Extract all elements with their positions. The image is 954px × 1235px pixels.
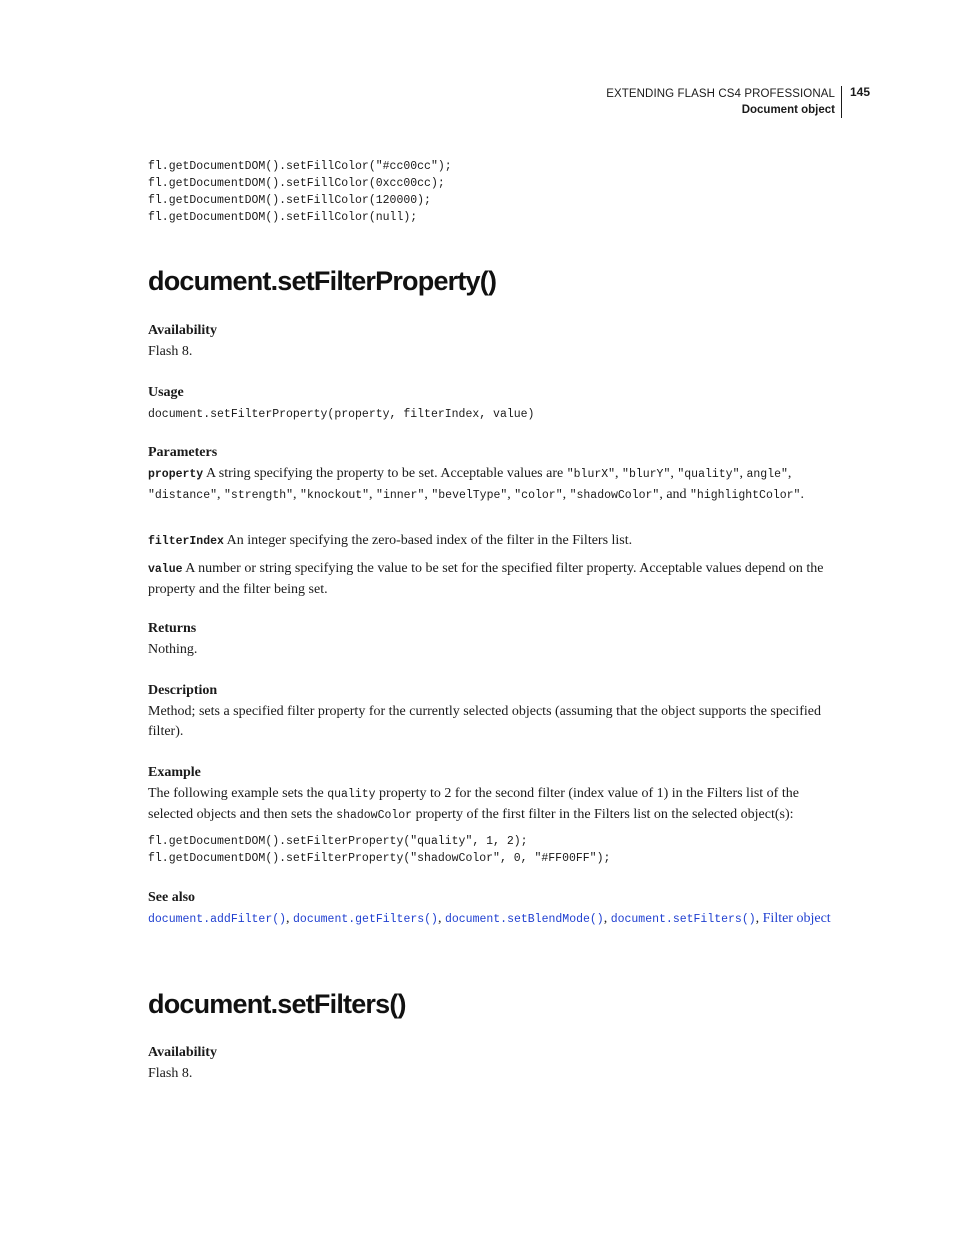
- usage-code: document.setFilterProperty(property, filterIndex, value): [148, 408, 535, 421]
- example-inline-code-shadowcolor: shadowColor: [336, 808, 413, 822]
- code-line: fl.getDocumentDOM().setFilterProperty("shadowColor", 0, "#FF00FF");: [148, 852, 611, 865]
- usage-heading: Usage: [148, 385, 184, 400]
- value-quality: "quality": [677, 468, 740, 481]
- description-heading: Description: [148, 683, 218, 698]
- parameters-heading: Parameters: [148, 445, 218, 460]
- set-filters-heading: document.setFilters(): [148, 989, 406, 1019]
- link-set-filters[interactable]: document.setFilters(): [610, 913, 756, 926]
- see-also-links: document.addFilter(), document.getFilters(), document.setBlendMode(), document.setFilters(), Filter object: [148, 911, 831, 926]
- and-text: , and: [659, 486, 687, 502]
- param-value-name: value: [148, 563, 183, 576]
- description-text: Method; sets a specified filter property for the currently selected objects (assuming that the object supports the specified filter).: [148, 704, 821, 739]
- param-property: property A string specifying the property to be set. Acceptable values are "blurX", "blurY", "quality", angle", "distance", "strength", "knockout", "inner", "bevelType", "color", "shadowColor", and "highlightColor".: [148, 466, 804, 502]
- code-line: fl.getDocumentDOM().setFillColor("#cc00cc");: [148, 160, 452, 173]
- running-header: [606, 86, 842, 118]
- page-number: 145: [850, 85, 871, 99]
- code-line: fl.getDocumentDOM().setFillColor(120000);: [148, 194, 431, 207]
- value-strength: "strength": [224, 488, 294, 502]
- param-filterindex-desc: An integer specifying the zero-based index of the filter in the Filters list.: [223, 533, 633, 548]
- param-filterindex-name: filterIndex: [148, 535, 224, 548]
- availability-text: Flash 8.: [148, 344, 193, 359]
- availability-heading: Availability: [148, 323, 217, 338]
- example-code-sample: [148, 833, 610, 867]
- param-property-name: property: [148, 468, 204, 481]
- example-text-part: property of the first filter in the Filters list on the selected object(s):: [412, 806, 794, 822]
- availability-heading-2: Availability: [148, 1045, 217, 1060]
- value-inner: "inner": [376, 488, 425, 502]
- example-text-part: The following example sets the: [148, 786, 328, 801]
- example-inline-code-quality: quality: [327, 788, 376, 801]
- code-line: fl.getDocumentDOM().setFillColor(0xcc00cc);: [148, 177, 445, 190]
- availability-text-2: Flash 8.: [148, 1066, 193, 1081]
- link-get-filters[interactable]: document.getFilters(): [293, 913, 438, 926]
- param-filterindex: [148, 531, 844, 552]
- param-property-desc: A string specifying the property to be set. Acceptable values are: [203, 466, 567, 481]
- set-filter-property-heading: document.setFilterProperty(): [148, 266, 497, 296]
- value-distance: "distance": [148, 488, 218, 502]
- example-heading: Example: [148, 765, 201, 780]
- value-color: "color": [514, 488, 563, 502]
- example-text: [148, 784, 844, 825]
- chapter-title: EXTENDING FLASH CS4 PROFESSIONAL: [606, 88, 835, 100]
- link-add-filter[interactable]: document.addFilter(): [148, 913, 287, 926]
- value-shadowcolor: "shadowColor": [569, 488, 660, 502]
- example-text-part: property to 2 for the second filter (index value of 1) in the Filters list of the selected objects and then sets the: [148, 786, 799, 822]
- code-line: fl.getDocumentDOM().setFillColor(null);: [148, 211, 418, 224]
- returns-heading: Returns: [148, 621, 197, 636]
- value-blurx: "blurX": [566, 468, 616, 481]
- value-angle: angle": [746, 468, 788, 481]
- param-value: [148, 559, 844, 599]
- returns-text: Nothing.: [148, 642, 198, 657]
- value-highlightcolor: "highlightColor": [690, 488, 801, 502]
- param-value-desc: A number or string specifying the value to be set for the specified filter property. Acceptable values depend on the property and the filter being set.: [148, 561, 824, 597]
- value-blury: "blurY": [622, 468, 671, 481]
- value-beveltype: "bevelType": [431, 488, 508, 502]
- code-line: fl.getDocumentDOM().setFilterProperty("quality", 1, 2);: [148, 835, 528, 848]
- see-also-heading: See also: [148, 890, 196, 905]
- link-filter-object[interactable]: Filter object: [762, 911, 831, 926]
- fill-color-code-sample: [148, 158, 452, 226]
- link-set-blend-mode[interactable]: document.setBlendMode(): [444, 913, 604, 926]
- value-knockout: "knockout": [300, 488, 370, 502]
- section-title-header: Document object: [741, 104, 835, 116]
